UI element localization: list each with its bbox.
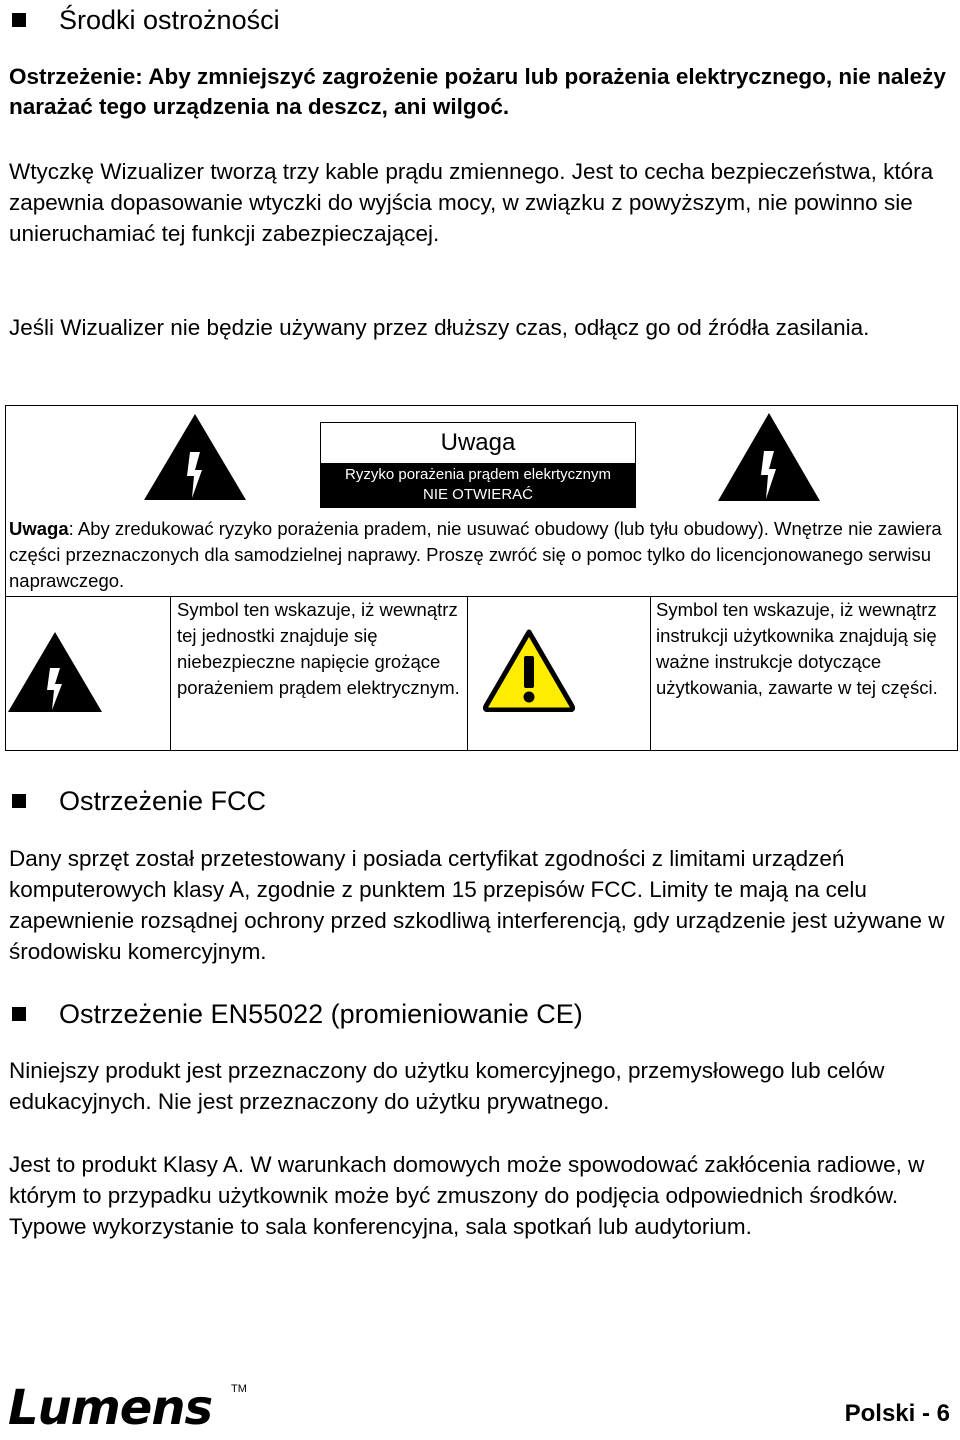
en55022-paragraph-1: Niniejszy produkt jest przeznaczony do użytku komercyjnego, przemysłowego lub celów edukacyjnych. Nie jest przeznaczony do użytku prywatnego. (9, 1058, 885, 1114)
square-bullet-icon (12, 1007, 26, 1021)
heading-text: Ostrzeżenie EN55022 (promieniowanie CE) (59, 999, 583, 1029)
heading-text: Ostrzeżenie FCC (59, 786, 267, 816)
fire-warning-text: Ostrzeżenie: Aby zmniejszyć zagrożenie pożaru lub porażenia elektrycznego, nie należy narażać tego urządzenia na deszcz, ani wilgoć. (9, 64, 946, 119)
table-column-divider (170, 596, 171, 751)
caution-body: : Aby zredukować ryzyko porażenia pradem, nie usuwać obudowy (lub tyłu obudowy). Wnętrze nie zawiera części przeznaczonych dla samodzielnej naprawy. Proszę zwróć się o pomoc tylko do licencjonowanego serwisu naprawczego. (9, 518, 942, 591)
lightning-symbol-description: Symbol ten wskazuje, iż wewnątrz tej jednostki znajduje się niebezpieczne napięcie grożące porażeniem prądem elektrycznym. (177, 599, 460, 698)
square-bullet-icon (12, 13, 26, 27)
caution-risk-banner (321, 463, 635, 507)
exclamation-symbol-description: Symbol ten wskazuje, iż wewnątrz instrukcji użytkownika znajdują się ważne instrukcje dotyczące użytkowania, zawarte w tej części. (656, 599, 938, 698)
heading-text: Środki ostrożności (59, 5, 280, 35)
lightning-warning-icon (6, 630, 104, 714)
caution-description (9, 516, 954, 594)
unplug-paragraph: Jeśli Wizualizer nie będzie używany przez dłuższy czas, odłącz go od źródła zasilania. (9, 315, 870, 340)
exclamation-warning-icon (482, 628, 576, 712)
plug-safety-paragraph: Wtyczkę Wizualizer tworzą trzy kable prądu zmiennego. Jest to cecha bezpieczeństwa, która zapewnia dopasowanie wtyczki do wyjścia mocy, w związku z powyższym, nie powinno sie unieruchamiać tej funkcji zabezpieczającej. (9, 159, 934, 246)
caution-label (320, 422, 636, 508)
table-column-divider (650, 596, 651, 751)
page-number: Polski - 6 (844, 1400, 950, 1427)
caution-label-bold: Uwaga (9, 518, 69, 539)
section-heading-precautions (10, 4, 280, 36)
en55022-paragraph-2: Jest to produkt Klasy A. W warunkach domowych może spowodować zakłócenia radiowe, w którym to przypadku użytkownik może być zmuszony do podjęcia odpowiednich środków. Typowe wykorzystanie to sala konferencyjna, sala spotkań lub audytorium. (9, 1152, 925, 1239)
lightning-warning-icon (716, 411, 822, 503)
section-heading-fcc (10, 785, 266, 817)
square-bullet-icon (12, 794, 26, 808)
lightning-warning-icon (142, 412, 248, 502)
table-column-divider (467, 596, 468, 751)
do-not-open: NIE OTWIERAĆ (422, 486, 533, 503)
section-heading-en55022 (10, 998, 583, 1030)
fcc-paragraph: Dany sprzęt został przetestowany i posiada certyfikat zgodności z limitami urządzeń komputerowych klasy A, zgodnie z punktem 15 przepisów FCC. Limity te mają na celu zapewnienie rozsądnej ochrony przed szkodliwą interferencją, gdy urządzenie jest używane w środowisku komercyjnym. (9, 846, 945, 964)
risk-line: Ryzyko porażenia prądem elekrtycznym (345, 466, 611, 483)
trademark-symbol: TM (231, 1383, 247, 1395)
caution-title: Uwaga (440, 429, 516, 456)
lumens-logo: Lumens (8, 1380, 213, 1436)
